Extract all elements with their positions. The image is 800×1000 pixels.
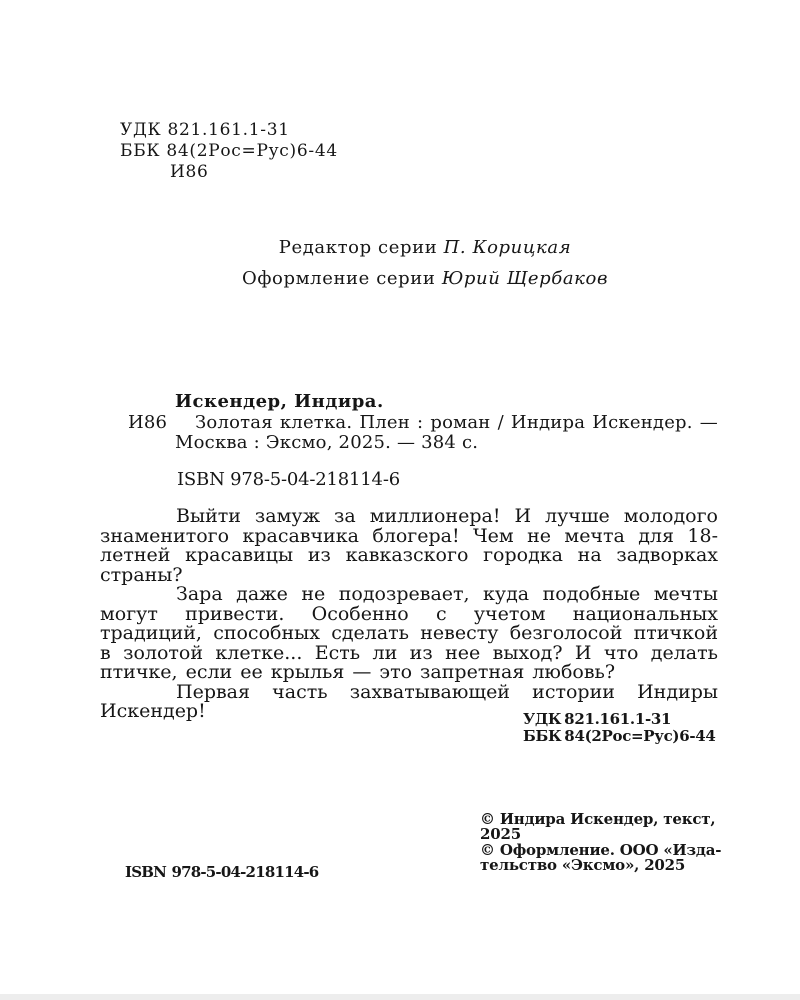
udk-footer-number: УДК 821.161.1-31 — [523, 710, 672, 728]
series-editor-line — [115, 236, 735, 259]
udk-number: УДК 821.161.1-31 — [120, 120, 290, 140]
series-designer-prefix: Оформление серии — [241, 268, 442, 289]
copyright-line: тельство «Эксмо», 2025 — [480, 855, 686, 874]
bbk-number: ББК 84(2Рос=Рус)6-44 — [120, 141, 338, 161]
copyright-line: © Индира Искендер, текст, — [480, 810, 716, 828]
classification-footer — [523, 711, 716, 745]
copyright-block — [480, 812, 725, 873]
catalog-author: Искендер, Индира. — [175, 391, 384, 412]
catalog-entry-wrap — [100, 413, 718, 454]
annotation-paragraph-3: Первая часть захватывающей истории Индиры Искендер! — [100, 680, 718, 722]
series-editor-name: П. Корицкая — [443, 237, 572, 258]
catalog-isbn: ISBN 978-5-04-218114-6 — [177, 468, 400, 490]
series-designer-name: Юрий Щербаков — [441, 268, 609, 289]
catalog-code: И86 — [128, 411, 168, 433]
bbk-footer-number: ББК 84(2Рос=Рус)6-44 — [523, 727, 716, 745]
series-credits — [115, 236, 735, 290]
annotation — [100, 507, 718, 722]
copyright-line: © Оформление. ООО «Изда- — [480, 840, 722, 859]
catalog-card — [100, 392, 718, 490]
isbn-bottom: ISBN 978-5-04-218114-6 — [125, 863, 319, 881]
copyright-line: 2025 — [480, 825, 521, 844]
series-designer-line — [115, 267, 735, 290]
annotation-paragraph-1: Выйти замуж за миллионера! И лучше молодого знаменитого красавчика блогера! Чем не мечта для 18-летней красавицы из кавказского городка на задворках страны? — [100, 505, 718, 586]
author-sign-code: И86 — [170, 162, 209, 182]
classification-block — [120, 120, 338, 183]
series-editor-prefix: Редактор серии — [278, 237, 444, 258]
annotation-paragraph-2: Зара даже не подозревает, куда подобные мечты могут привести. Особенно с учетом национальных традиций, способных сделать невесту безголосой птичкой в золотой клетке... Есть ли из нее выход? И что делать птичке, если ее крылья — это запретная любовь? — [100, 583, 718, 683]
catalog-entry: Золотая клетка. Плен : роман / Индира Искендер. — Москва : Эксмо, 2025. — 384 с. — [175, 411, 718, 453]
page-bottom-edge — [0, 994, 800, 1000]
